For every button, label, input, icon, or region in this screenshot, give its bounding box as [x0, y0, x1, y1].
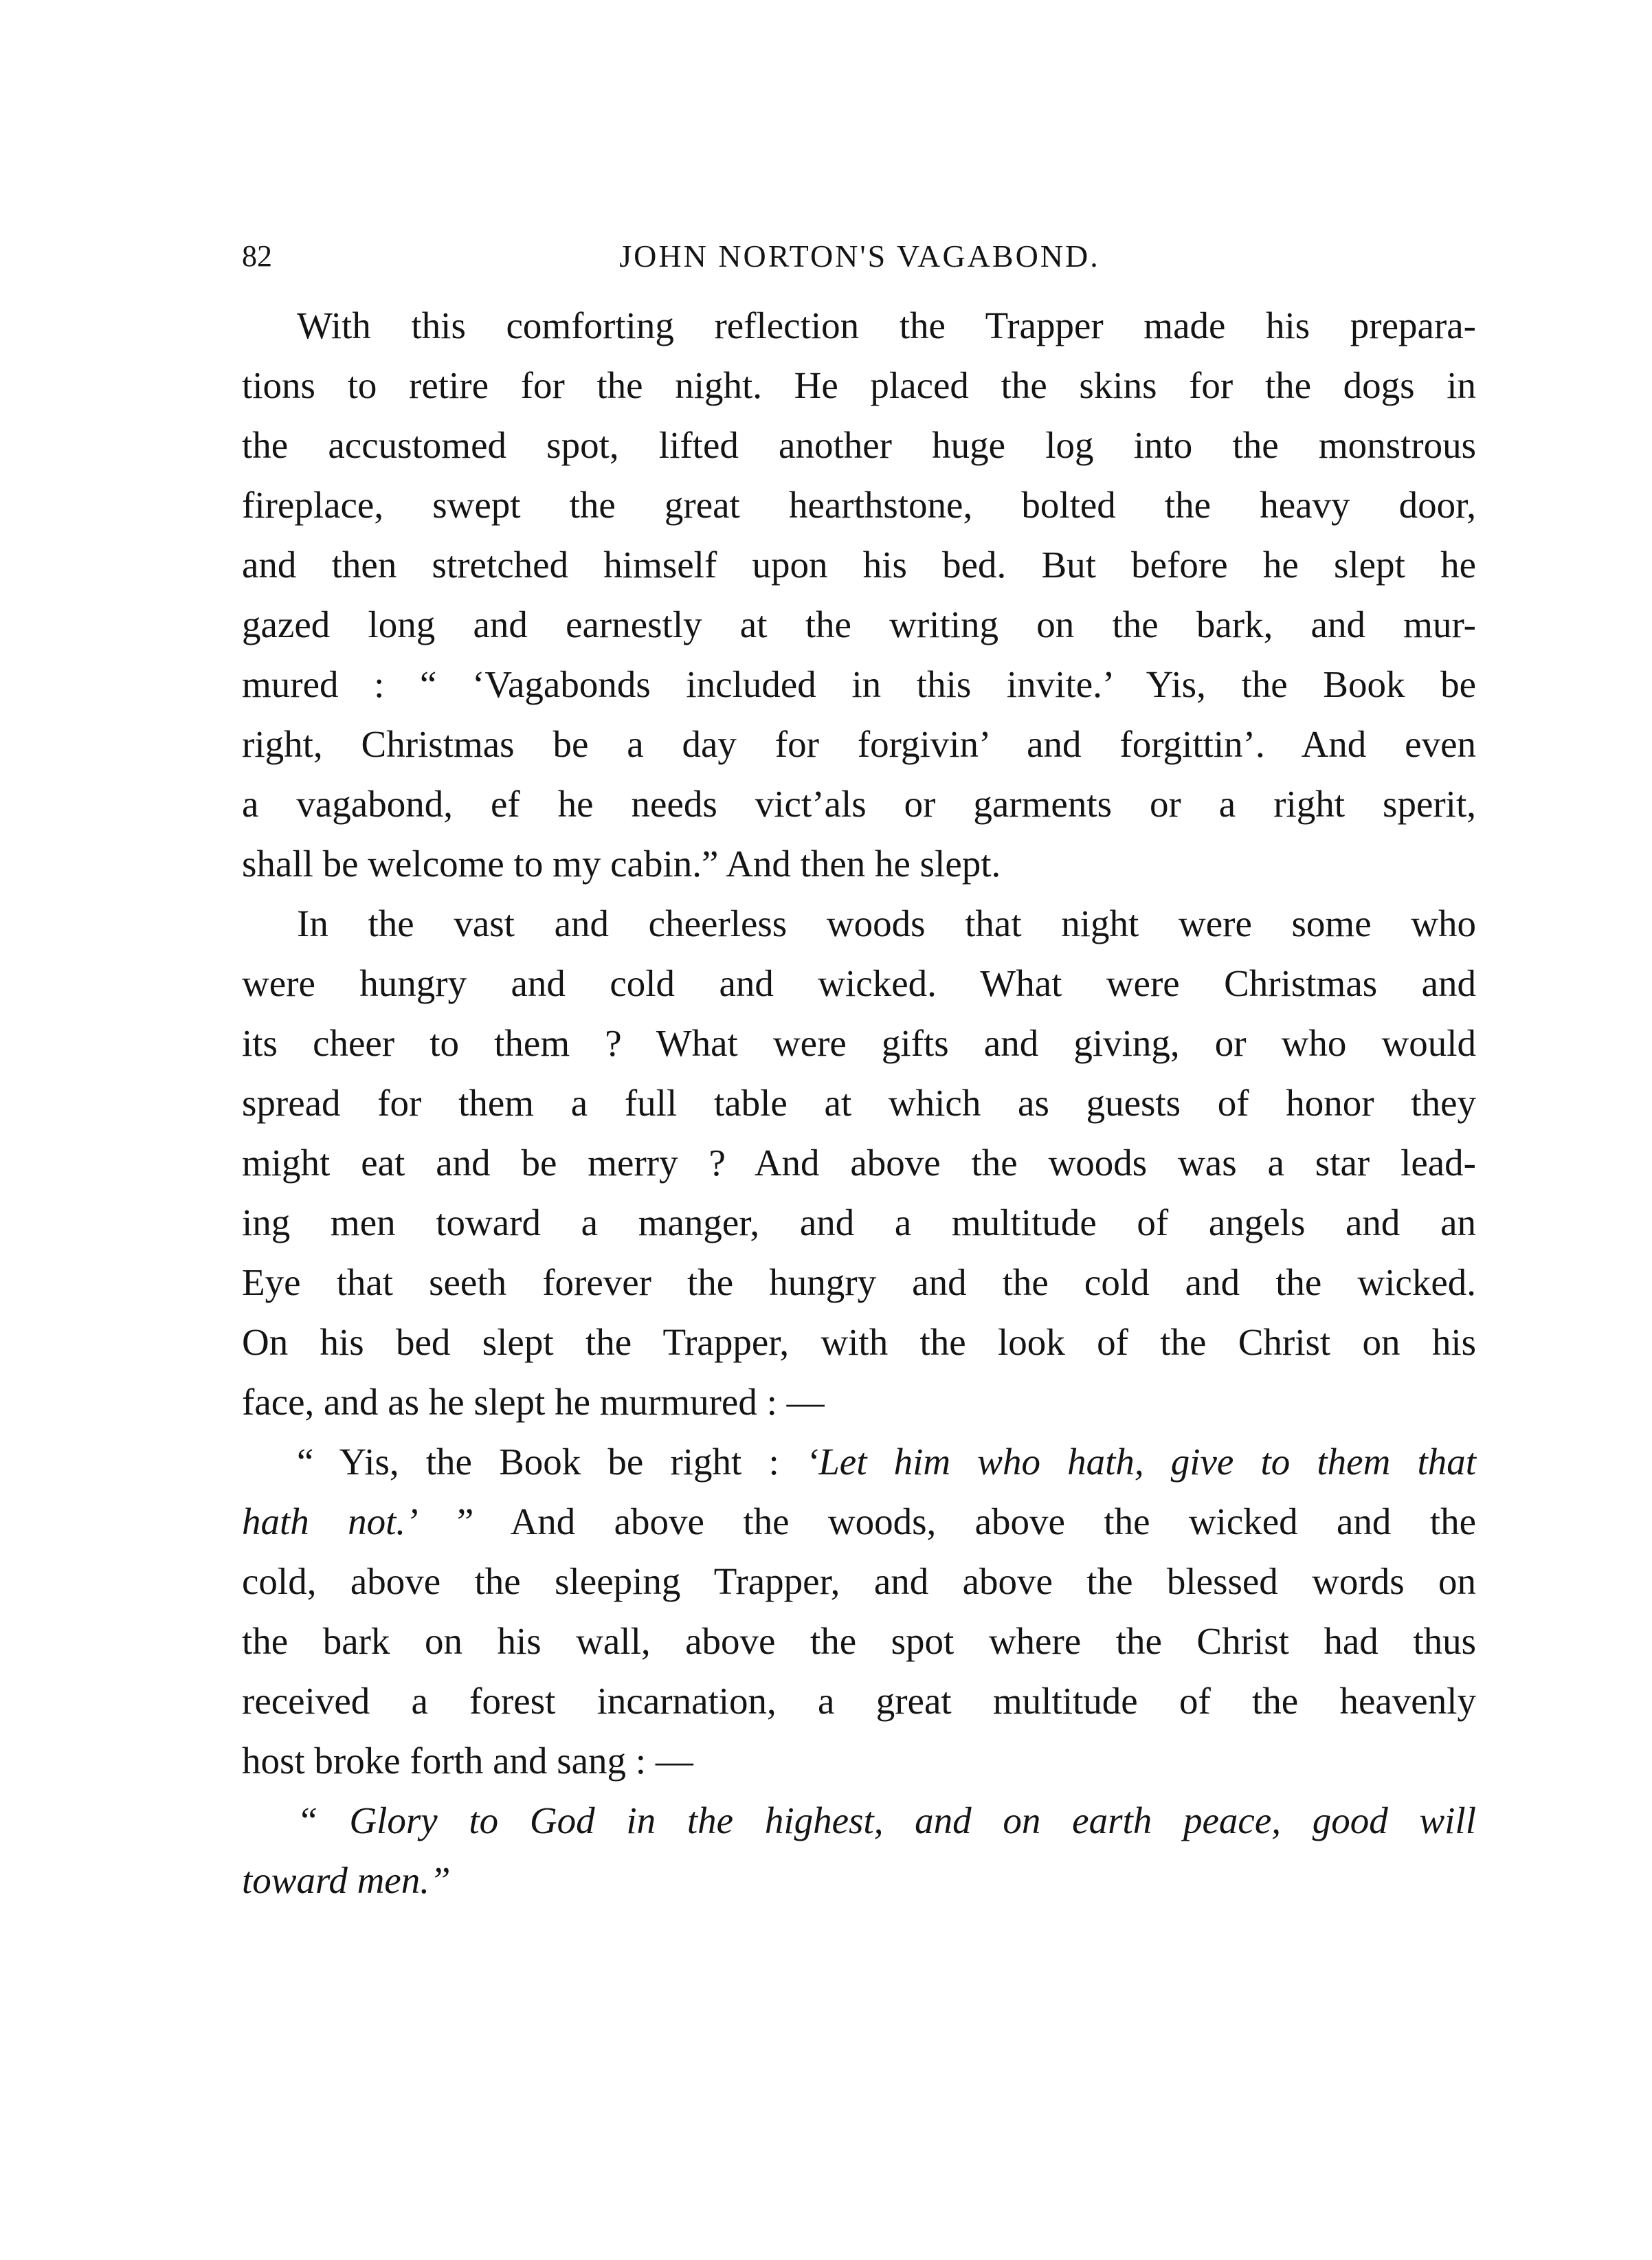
- text-line: Eye that seeth forever the hungry and the cold and the wicked.: [242, 1261, 1476, 1303]
- text-line: toward men.”: [242, 1859, 451, 1901]
- text-line: gazed long and earnestly at the writing on the bark, and mur-: [242, 603, 1476, 645]
- text-line: mured : “ ‘Vagabonds included in this invite.’ Yis, the Book be: [242, 663, 1476, 705]
- text-line: received a forest incarnation, a great multitude of the heavenly: [242, 1680, 1476, 1722]
- italic-quote: ‘Let him who hath, give to them that: [805, 1441, 1477, 1483]
- body-text: [242, 296, 1476, 1910]
- text-line: [242, 1432, 1476, 1492]
- text-line: On his bed slept the Trapper, with the look of the Christ on his: [242, 1321, 1476, 1363]
- text-line: [242, 1492, 1476, 1551]
- text-line: the accustomed spot, lifted another huge log into the monstrous: [242, 424, 1476, 466]
- text-line: cold, above the sleeping Trapper, and above the blessed words on: [242, 1560, 1476, 1602]
- text-line: the bark on his wall, above the spot where the Christ had thus: [242, 1620, 1476, 1662]
- text-segment: ” And above the woods, above the wicked and the: [418, 1500, 1476, 1542]
- page-number: 82: [242, 239, 272, 273]
- text-line: tions to retire for the night. He placed the skins for the dogs in: [242, 364, 1476, 406]
- text-line: its cheer to them ? What were gifts and giving, or who would: [242, 1022, 1476, 1064]
- text-line: In the vast and cheerless woods that night were some who: [297, 902, 1476, 944]
- paragraph-4: [242, 1791, 1476, 1910]
- text-line: and then stretched himself upon his bed. But before he slept he: [242, 544, 1476, 586]
- italic-quote: hath not.’: [242, 1500, 418, 1542]
- text-line: spread for them a full table at which as guests of honor they: [242, 1082, 1476, 1124]
- paragraph-3: [242, 1432, 1476, 1791]
- text-segment: “ Yis, the Book be right :: [297, 1441, 806, 1483]
- paragraph-1: [242, 296, 1476, 894]
- paragraph-2: [242, 894, 1476, 1432]
- text-line: right, Christmas be a day for forgivin’ and forgittin’. And even: [242, 723, 1476, 765]
- text-line: were hungry and cold and wicked. What were Christmas and: [242, 962, 1476, 1004]
- page-header: [242, 232, 1477, 280]
- text-line: ing men toward a manger, and a multitude of angels and an: [242, 1201, 1476, 1243]
- text-line: “ Glory to God in the highest, and on earth peace, good will: [297, 1799, 1476, 1841]
- text-line: a vagabond, ef he needs vict’als or garments or a right sperit,: [242, 783, 1476, 825]
- running-title: JOHN NORTON'S VAGABOND.: [619, 239, 1100, 274]
- text-line: fireplace, swept the great hearthstone, bolted the heavy door,: [242, 484, 1476, 526]
- text-line: With this comforting reflection the Trapper made his prepara-: [297, 304, 1476, 346]
- text-line: might eat and be merry ? And above the woods was a star lead-: [242, 1142, 1476, 1184]
- text-line: shall be welcome to my cabin.” And then he slept.: [242, 843, 1001, 885]
- text-line: host broke forth and sang : —: [242, 1740, 693, 1782]
- text-line: face, and as he slept he murmured : —: [242, 1381, 825, 1423]
